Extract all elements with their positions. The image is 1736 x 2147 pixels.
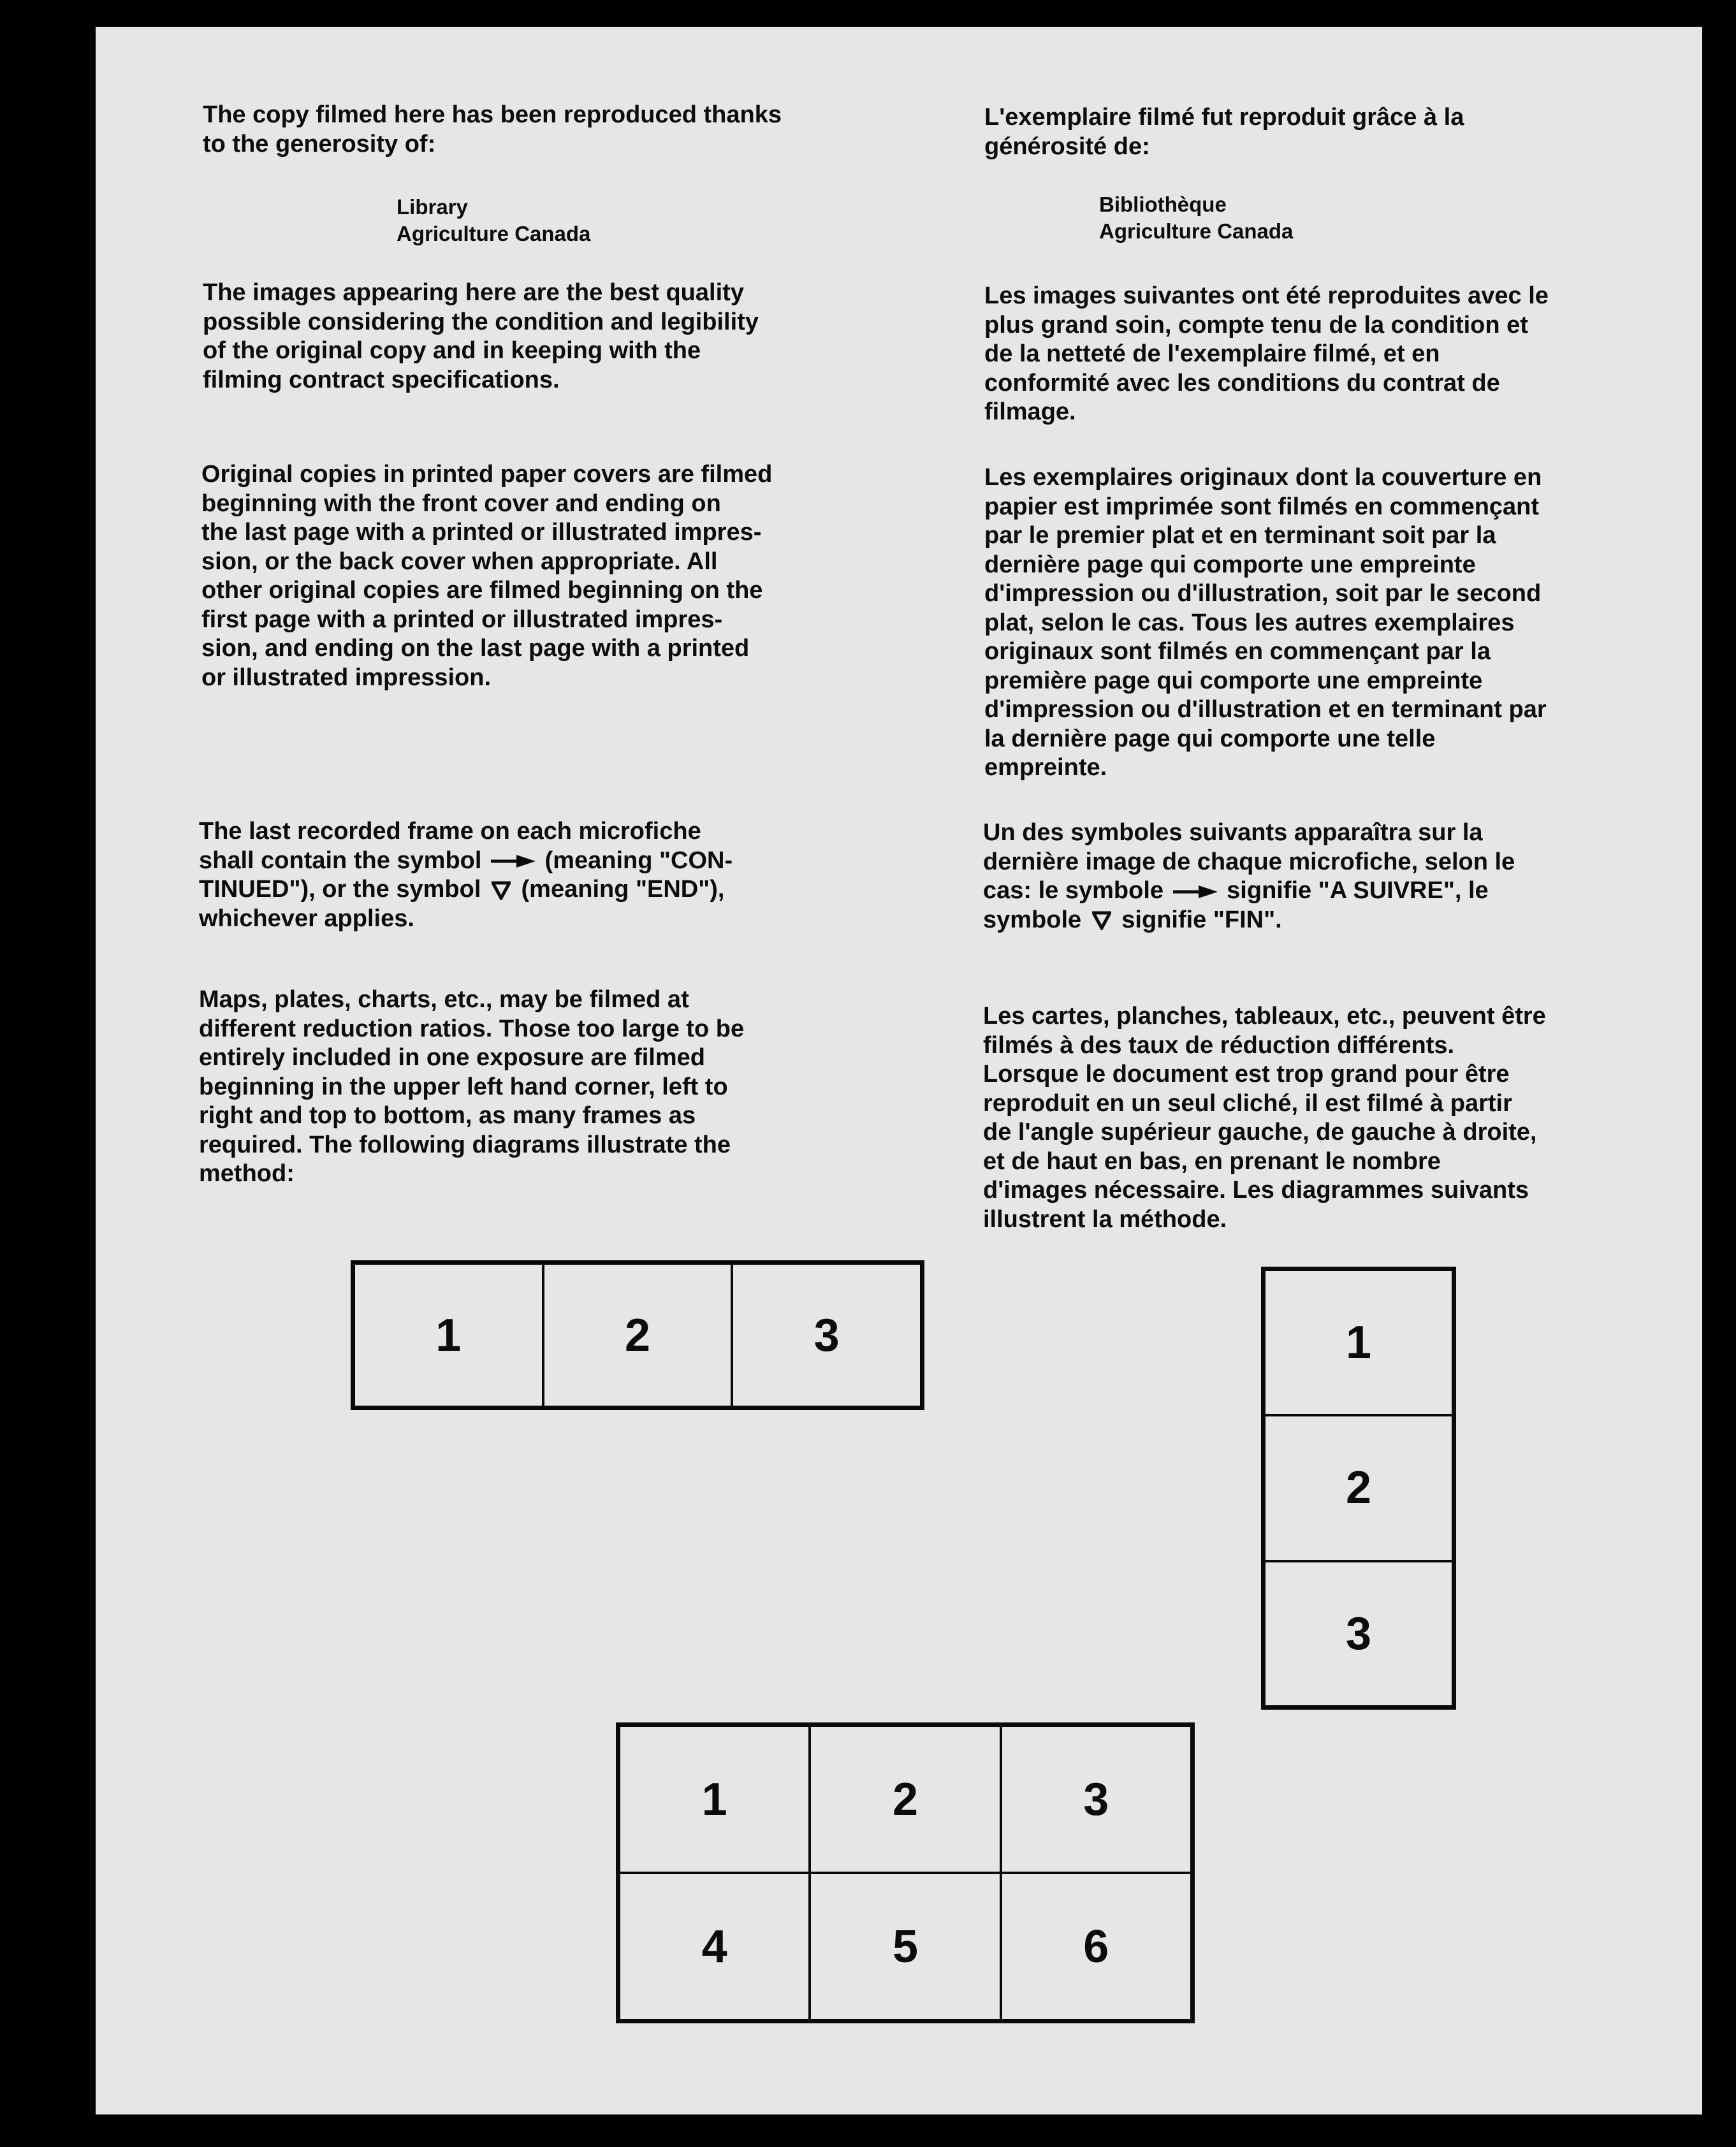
- continued-arrow-icon: [1173, 885, 1218, 899]
- text-line: générosité de:: [984, 133, 1150, 160]
- document-page: [96, 27, 1702, 2114]
- diagram-six-frame-grid: [616, 1722, 1195, 2023]
- end-triangle-icon: [492, 881, 511, 900]
- text-line: illustrent la méthode.: [983, 1205, 1227, 1233]
- text-line: different reduction ratios. Those too large to be: [199, 1015, 745, 1042]
- diagram-vertical-strip: [1261, 1267, 1456, 1710]
- en-symbols-line-2-post: (meaning "CON-: [544, 847, 733, 874]
- text-line: right and top to bottom, as many frames as: [199, 1102, 696, 1129]
- text-line: beginning with the front cover and ending on: [201, 490, 721, 517]
- text-line: Maps, plates, charts, etc., may be filmed at: [199, 986, 689, 1013]
- text-line: papier est imprimée sont filmés en commençant: [984, 493, 1540, 520]
- text-line: The copy filmed here has been reproduced thanks: [203, 101, 782, 128]
- en-symbols-line-3-post: (meaning "END"),: [521, 876, 725, 903]
- text-line: Les cartes, planches, tableaux, etc., peuvent être: [983, 1003, 1546, 1030]
- text-line: Agriculture Canada: [1099, 219, 1294, 243]
- text-line: the last page with a printed or illustrated impres-: [201, 519, 762, 546]
- text-line: plus grand soin, compte tenu de la condition et: [984, 311, 1528, 338]
- fr-symbols-line-4-pre: symbole: [983, 906, 1082, 933]
- text-line: Lorsque le document est trop grand pour être: [983, 1061, 1510, 1088]
- text-line: other original copies are filmed beginning on the: [201, 577, 763, 604]
- diagram-frame: 2: [1264, 1415, 1453, 1561]
- en-symbols-line-3: [199, 875, 733, 905]
- diagram-frame: 3: [1264, 1561, 1453, 1707]
- en-paragraph-maps: [199, 986, 744, 1189]
- text-line: sion, and ending on the last page with a printed: [201, 635, 750, 662]
- text-line: conformité avec les conditions du contrat de: [984, 369, 1500, 397]
- diagram-frame: 2: [543, 1263, 733, 1407]
- text-line: de l'angle supérieur gauche, de gauche à droite,: [983, 1119, 1537, 1146]
- text-line: empreinte.: [984, 754, 1107, 781]
- text-line: d'impression ou d'illustration, soit par le second: [984, 580, 1542, 607]
- end-triangle-icon: [1092, 911, 1111, 930]
- text-line: Bibliothèque: [1099, 193, 1227, 216]
- en-symbols-line-2: [199, 847, 733, 876]
- fr-symbols-line-3-post: signifie "A SUIVRE", le: [1227, 877, 1489, 904]
- fr-symbols-line-4: [983, 906, 1515, 935]
- text-line: of the original copy and in keeping with the: [203, 337, 701, 364]
- text-line: plat, selon le cas. Tous les autres exemplaires: [984, 609, 1515, 636]
- text-line: beginning in the upper left hand corner, left to: [199, 1073, 728, 1100]
- diagram-frame: 1: [619, 1726, 810, 1873]
- text-line: et de haut en bas, en prenant le nombre: [983, 1147, 1441, 1175]
- text-line: sion, or the back cover when appropriate. All: [201, 548, 718, 575]
- text-line: filmés à des taux de réduction différents.: [983, 1031, 1455, 1059]
- text-line: Library: [397, 195, 468, 219]
- text-line: originaux sont filmés en commençant par la: [984, 638, 1491, 665]
- text-line: L'exemplaire filmé fut reproduit grâce à la: [984, 104, 1464, 131]
- en-library-credit: [397, 194, 590, 247]
- text-line: première page qui comporte une empreinte: [984, 667, 1483, 694]
- diagram-frame: 5: [810, 1873, 1000, 2020]
- en-paragraph-original-copies: [201, 460, 772, 692]
- text-line: filming contract specifications.: [203, 366, 560, 393]
- text-line: method:: [199, 1160, 295, 1187]
- text-line: reproduit en un seul cliché, il est filmé à partir: [983, 1089, 1512, 1117]
- text-line: Les exemplaires originaux dont la couverture en: [984, 464, 1542, 491]
- text-line: de la netteté de l'exemplaire filmé, et en: [984, 340, 1440, 367]
- fr-symbols-line-2: dernière image de chaque microfiche, selon le: [983, 848, 1515, 875]
- en-symbols-line-1: The last recorded frame on each microfiche: [199, 818, 701, 845]
- text-line: possible considering the condition and legibility: [203, 308, 759, 335]
- diagram-frame: 4: [619, 1873, 810, 2020]
- text-line: dernière page qui comporte une empreinte: [984, 551, 1476, 578]
- fr-symbols-line-3: [983, 877, 1515, 906]
- en-symbols-line-3-pre: TINUED"), or the symbol: [199, 876, 481, 903]
- diagram-frame: 1: [1264, 1270, 1453, 1415]
- diagram-frame: 3: [732, 1263, 921, 1407]
- text-line: or illustrated impression.: [201, 664, 491, 691]
- fr-paragraph-maps: [983, 1002, 1546, 1234]
- text-line: Les images suivantes ont été reproduites avec le: [984, 282, 1549, 309]
- text-line: d'images nécessaire. Les diagrammes suivants: [983, 1177, 1529, 1204]
- text-line: filmage.: [984, 398, 1076, 425]
- fr-paragraph-original-copies: [984, 463, 1547, 783]
- continued-arrow-icon: [491, 854, 536, 868]
- text-line: par le premier plat et en terminant soit par la: [984, 522, 1496, 549]
- fr-paragraph-thanks: [984, 103, 1464, 161]
- text-line: d'impression ou d'illustration et en terminant par: [984, 696, 1547, 723]
- text-line: required. The following diagrams illustrate the: [199, 1131, 731, 1158]
- en-paragraph-quality: [203, 279, 759, 395]
- fr-symbols-line-4-post: signifie "FIN".: [1121, 906, 1282, 933]
- en-symbols-line-4: whichever applies.: [199, 905, 414, 932]
- diagram-frame: 2: [810, 1726, 1000, 1873]
- fr-symbols-line-1: Un des symboles suivants apparaîtra sur la: [983, 819, 1483, 846]
- fr-paragraph-quality: [984, 282, 1549, 427]
- diagram-frame: 3: [1001, 1726, 1192, 1873]
- diagram-horizontal-strip: [351, 1260, 924, 1410]
- fr-library-credit: [1099, 191, 1293, 245]
- text-line: entirely included in one exposure are filmed: [199, 1044, 705, 1071]
- en-paragraph-thanks: [203, 101, 782, 159]
- text-line: la dernière page qui comporte une telle: [984, 725, 1436, 752]
- en-paragraph-symbols: [199, 817, 733, 933]
- text-line: The images appearing here are the best quality: [203, 279, 744, 306]
- en-symbols-line-2-pre: shall contain the symbol: [199, 847, 482, 874]
- text-line: to the generosity of:: [203, 130, 436, 157]
- diagram-frame: 6: [1001, 1873, 1192, 2020]
- diagram-frame: 1: [354, 1263, 543, 1407]
- text-line: Agriculture Canada: [397, 222, 591, 245]
- text-line: Original copies in printed paper covers are filmed: [201, 461, 773, 488]
- text-line: first page with a printed or illustrated impres-: [201, 606, 723, 633]
- fr-symbols-line-3-pre: cas: le symbole: [983, 877, 1164, 904]
- fr-paragraph-symbols: [983, 819, 1515, 935]
